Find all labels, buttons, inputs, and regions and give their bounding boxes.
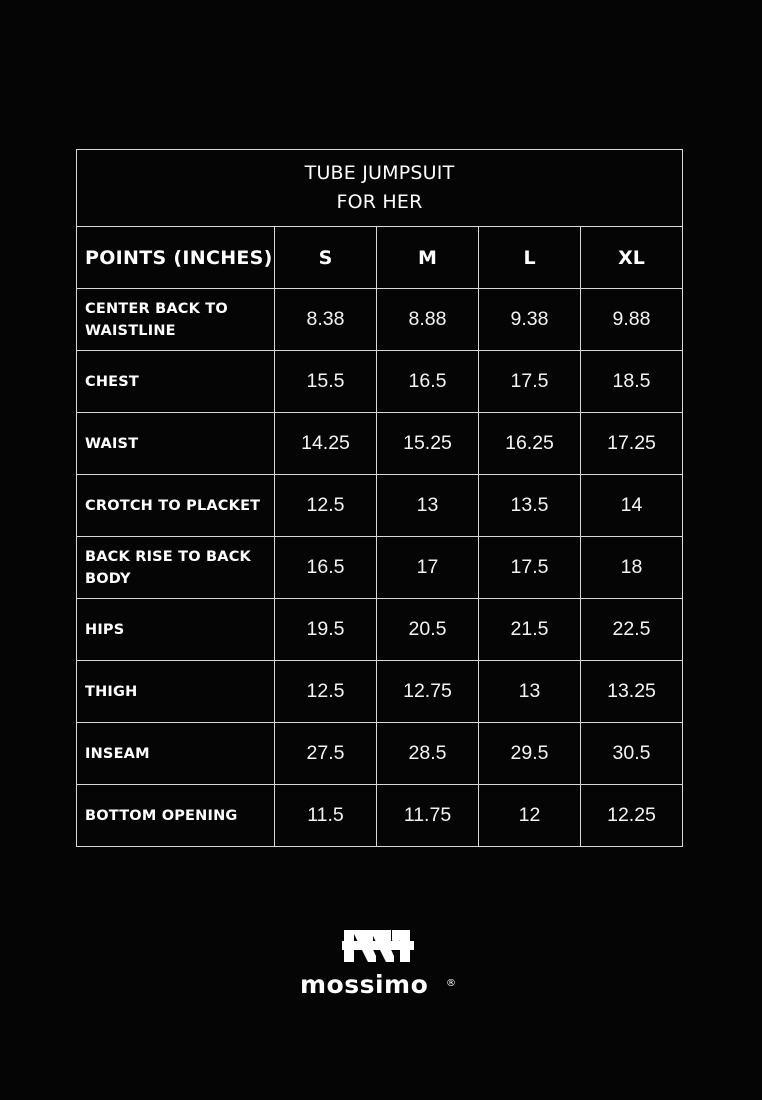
wordmark-lettering: [300, 970, 446, 998]
table-row: [77, 537, 683, 599]
table-cell: 21.5: [479, 599, 581, 661]
table-row: [77, 351, 683, 413]
row-label: CHEST: [77, 351, 275, 413]
table-cell: 17.5: [479, 351, 581, 413]
table-cell: 29.5: [479, 723, 581, 785]
table-cell: 30.5: [581, 723, 683, 785]
table-cell: 22.5: [581, 599, 683, 661]
registered-mark: ®: [446, 978, 456, 989]
column-header-size-m: M: [377, 227, 479, 289]
table-cell: 9.38: [479, 289, 581, 351]
table-cell: 17.25: [581, 413, 683, 475]
table-cell: 9.88: [581, 289, 683, 351]
table-cell: 13.25: [581, 661, 683, 723]
table-cell: 11.5: [275, 785, 377, 847]
table-cell: 16.5: [377, 351, 479, 413]
table-cell: 28.5: [377, 723, 479, 785]
table-cell: 20.5: [377, 599, 479, 661]
row-label: WAIST: [77, 413, 275, 475]
table-row: [77, 599, 683, 661]
table-cell: 27.5: [275, 723, 377, 785]
table-cell: 14.25: [275, 413, 377, 475]
table-cell: 15.25: [377, 413, 479, 475]
table-cell: 19.5: [275, 599, 377, 661]
table-cell: 12: [479, 785, 581, 847]
row-label: CENTER BACK TO WAISTLINE: [77, 289, 275, 351]
table-cell: 16.25: [479, 413, 581, 475]
table-title: [77, 150, 683, 227]
table-row: [77, 289, 683, 351]
table-cell: 8.38: [275, 289, 377, 351]
table-cell: 13: [377, 475, 479, 537]
column-header-size-xl: XL: [581, 227, 683, 289]
table-cell: 11.75: [377, 785, 479, 847]
table-row: [77, 475, 683, 537]
table-cell: 12.5: [275, 475, 377, 537]
table-cell: 17.5: [479, 537, 581, 599]
table-row: [77, 723, 683, 785]
column-header-points: POINTS (INCHES): [77, 227, 275, 289]
header-row: [77, 227, 683, 289]
table-cell: 14: [581, 475, 683, 537]
table-cell: 15.5: [275, 351, 377, 413]
table-title-line-1: TUBE JUMPSUIT: [304, 162, 455, 184]
table-cell: 18.5: [581, 351, 683, 413]
table-row: [77, 661, 683, 723]
column-header-size-s: S: [275, 227, 377, 289]
table-row: [77, 785, 683, 847]
svg-text:mossimo: mossimo: [300, 970, 429, 998]
table-cell: 18: [581, 537, 683, 599]
row-label: BOTTOM OPENING: [77, 785, 275, 847]
column-header-size-l: L: [479, 227, 581, 289]
row-label: INSEAM: [77, 723, 275, 785]
row-label: BACK RISE TO BACK BODY: [77, 537, 275, 599]
row-label: HIPS: [77, 599, 275, 661]
size-chart-table: [76, 149, 683, 847]
row-label: CROTCH TO PLACKET: [77, 475, 275, 537]
table-cell: 12.5: [275, 661, 377, 723]
table-cell: 17: [377, 537, 479, 599]
brand-wordmark: [300, 970, 460, 1004]
table-cell: 12.25: [581, 785, 683, 847]
table-cell: 16.5: [275, 537, 377, 599]
table-row: [77, 413, 683, 475]
title-row: [77, 150, 683, 227]
row-label: THIGH: [77, 661, 275, 723]
table-title-line-2: FOR HER: [336, 191, 423, 213]
table-cell: 13.5: [479, 475, 581, 537]
table-cell: 12.75: [377, 661, 479, 723]
table-cell: 13: [479, 661, 581, 723]
mossimo-logo: [300, 926, 460, 1006]
table-cell: 8.88: [377, 289, 479, 351]
mossimo-logo-mark-icon: [342, 926, 414, 966]
